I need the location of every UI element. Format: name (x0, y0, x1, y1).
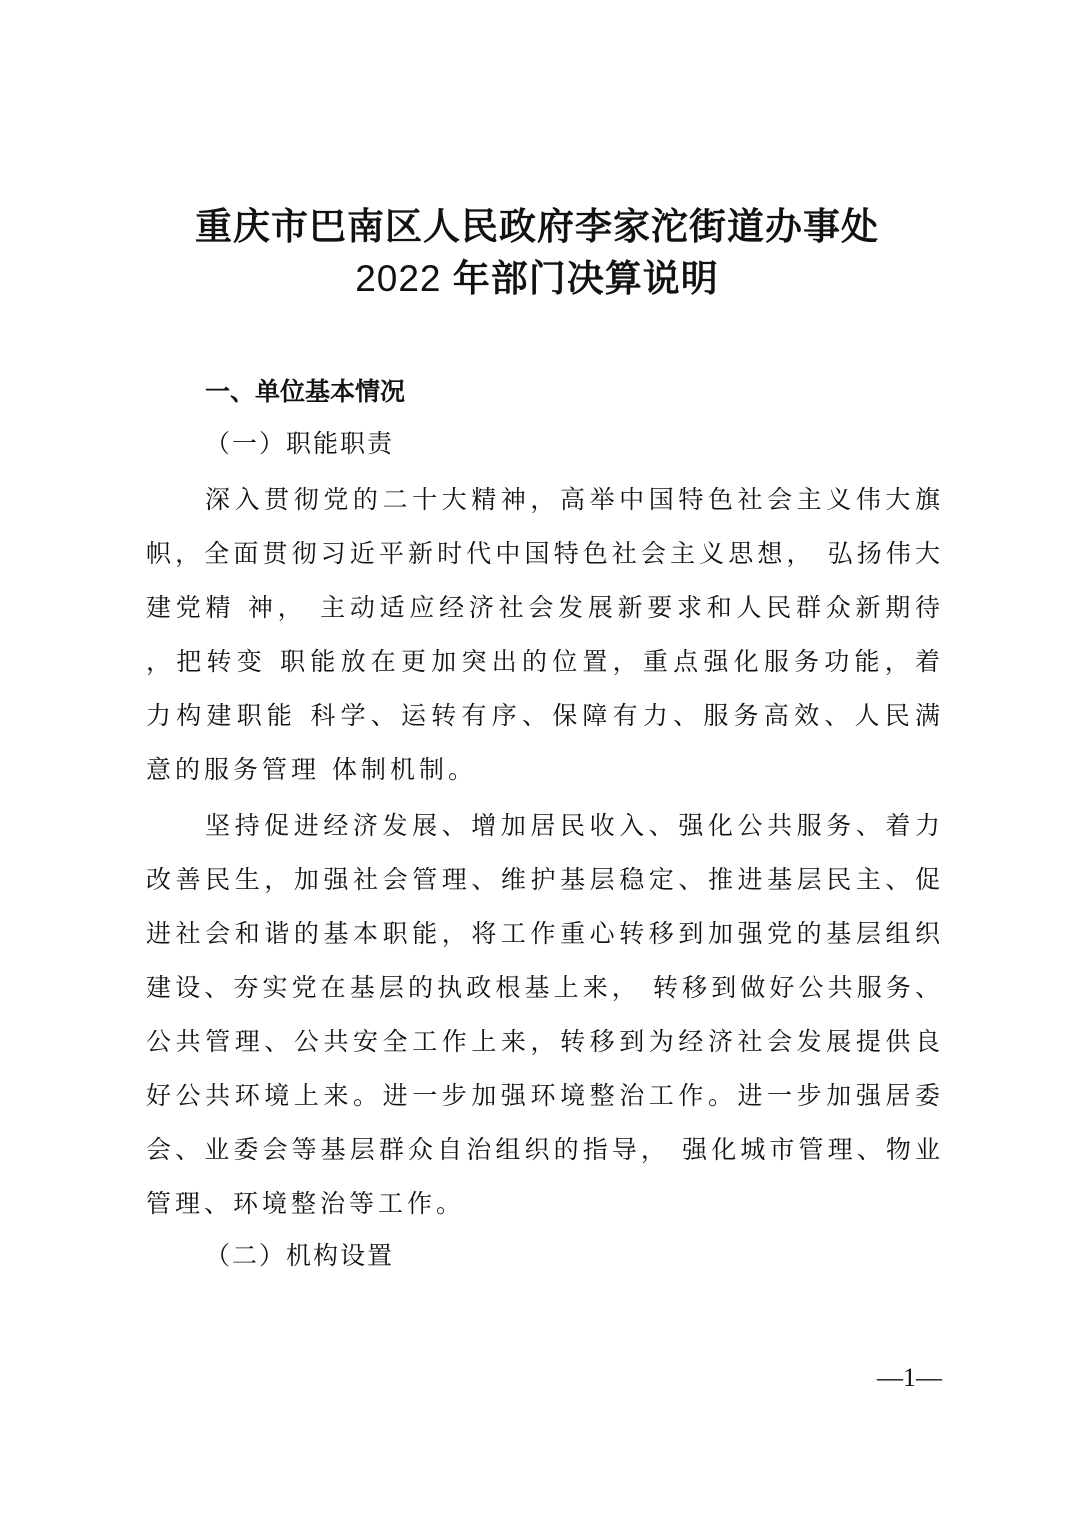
document-title-line2 (0, 252, 1074, 305)
paragraph1-line: 意的服务管理 体制机制。 (146, 755, 477, 784)
title-rest: 年部门决算说明 (452, 256, 719, 300)
section-heading-basic-info: 一、单位基本情况 (205, 377, 406, 406)
page-number: —1— (877, 1363, 942, 1392)
paragraph2-line: 好公共环境上来。进一步加强环境整治工作。进一步加强居委 (146, 1081, 940, 1110)
paragraph2-line: 建设、夯实党在基层的执政根基上来， 转移到做好公共服务、 (146, 973, 940, 1002)
paragraph1-line: 力构建职能 科学、运转有序、保障有力、服务高效、人民满 (146, 701, 940, 730)
paragraph2-line: 会、业委会等基层群众自治组织的指导， 强化城市管理、物业 (146, 1135, 940, 1164)
paragraph2-line: 改善民生，加强社会管理、维护基层稳定、推进基层民主、促 (146, 865, 940, 894)
paragraph2-line: 坚持促进经济发展、增加居民收入、强化公共服务、着力 (205, 811, 940, 840)
paragraph2-line: 进社会和谐的基本职能，将工作重心转移到加强党的基层组织 (146, 919, 940, 948)
paragraph1-line: 帜，全面贯彻习近平新时代中国特色社会主义思想， 弘扬伟大 (146, 539, 940, 568)
paragraph1-line: 深入贯彻党的二十大精神，高举中国特色社会主义伟大旗 (205, 485, 940, 514)
paragraph2-line: 管理、环境整治等工作。 (146, 1189, 466, 1218)
paragraph2-line: 公共管理、公共安全工作上来，转移到为经济社会发展提供良 (146, 1027, 940, 1056)
subsection-heading-organization: （二）机构设置 (205, 1241, 395, 1270)
subsection-heading-functions: （一）职能职责 (205, 429, 395, 458)
document-title-line1: 重庆市巴南区人民政府李家沱街道办事处 (195, 204, 879, 248)
paragraph1-line: 建党精 神， 主动适应经济社会发展新要求和人民群众新期待 (146, 593, 940, 622)
title-year: 2022 (355, 258, 453, 299)
paragraph1-line: ，把转变 职能放在更加突出的位置，重点强化服务功能，着 (146, 647, 940, 676)
